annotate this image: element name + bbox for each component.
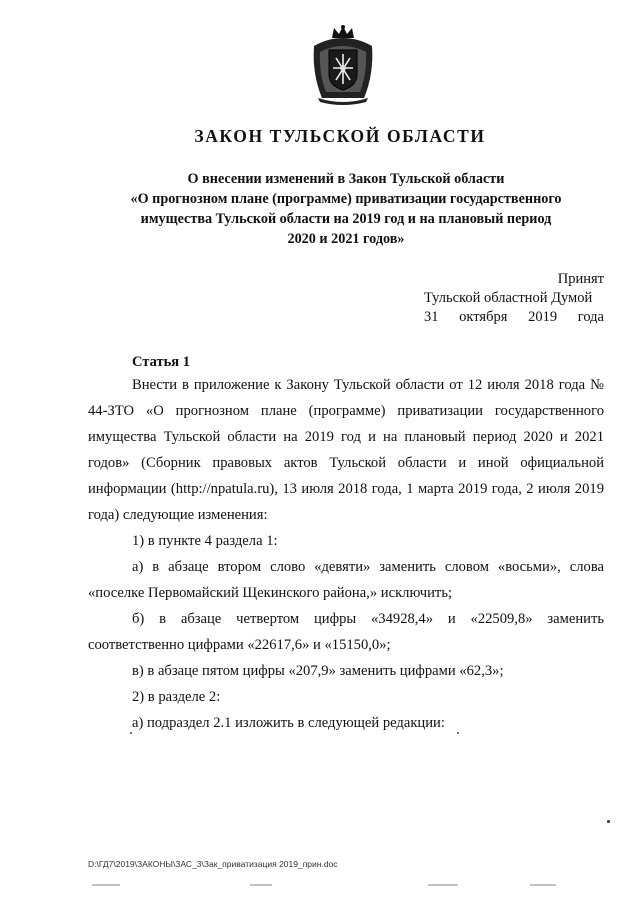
law-subtitle xyxy=(96,169,596,249)
paragraph: а) подраздел 2.1 изложить в следующей редакции: xyxy=(132,715,445,731)
adopted-by: Тульской областной Думой xyxy=(424,290,593,306)
article-body xyxy=(88,372,604,736)
adoption-block xyxy=(424,270,604,327)
adopted-year: 2019 xyxy=(528,309,558,325)
paragraph: 1) в пункте 4 раздела 1: xyxy=(132,533,278,549)
scan-artifact xyxy=(250,884,272,886)
adopted-year-word: года xyxy=(577,309,604,325)
scan-speck xyxy=(130,732,132,734)
paragraph: в) в абзаце пятом цифры «207,9» заменить цифрами «62,3»; xyxy=(132,663,504,679)
adopted-month: октября xyxy=(459,309,508,325)
subtitle-line: О внесении изменений в Закон Тульской области xyxy=(187,171,505,187)
scan-artifact xyxy=(428,884,458,886)
paragraph: Внести в приложение к Закону Тульской области от 12 июля 2018 года № 44-ЗТО «О прогнозном плане (программе) приватизации государственного имущества Тульской области на 2019 год и на плановый период 2020 и 2021 годов» (Сборник правовых актов Тульской области и иной официальной информации (http://npatula.ru), 13 июля 2018 года, 1 марта 2019 года, 2 июля 2019 года) следующие изменения: xyxy=(88,377,604,523)
adopted-day: 31 xyxy=(424,309,439,325)
subtitle-line: имущества Тульской области на 2019 год и на плановый период xyxy=(140,211,552,227)
adopted-label: Принят xyxy=(557,271,604,287)
scan-artifact xyxy=(92,884,120,886)
adopted-date xyxy=(424,308,604,327)
subtitle-line: 2020 и 2021 годов» xyxy=(287,231,405,247)
paragraph: а) в абзаце втором слово «девяти» заменить словом «восьми», слова «поселке Первомайский Щекинского района,» исключить; xyxy=(88,559,604,601)
scan-speck xyxy=(457,732,459,734)
paragraph: 2) в разделе 2: xyxy=(132,689,221,705)
paragraph: б) в абзаце четвертом цифры «34928,4» и «22509,8» заменить соответственно цифрами «22617,6» и «15150,0»; xyxy=(88,611,604,653)
scan-speck xyxy=(607,820,610,823)
article-heading: Статья 1 xyxy=(132,354,190,370)
scan-artifact xyxy=(530,884,556,886)
file-path-footer: D:\ГД7\2019\ЗАКОНЫ\ЗАС_3\Зак_приватизация 2019_прин.doc xyxy=(88,859,338,869)
law-title: ЗАКОН ТУЛЬСКОЙ ОБЛАСТИ xyxy=(194,126,486,146)
subtitle-line: «О прогнозном плане (программе) приватизации государственного xyxy=(130,191,562,207)
tula-coat-of-arms-icon xyxy=(310,24,376,106)
